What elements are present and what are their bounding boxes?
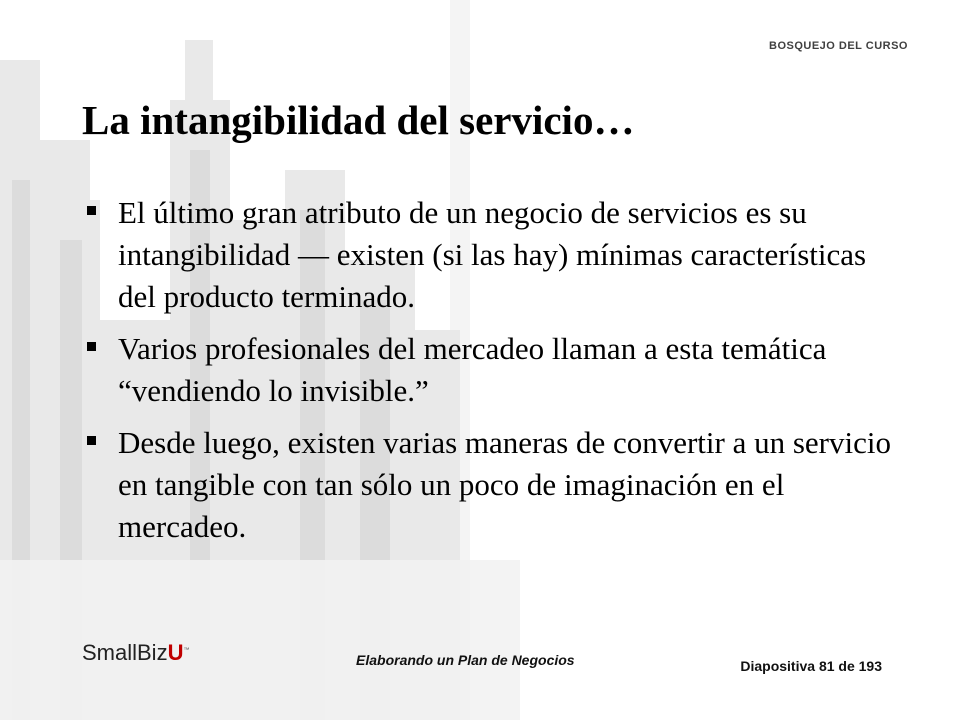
footer-course-title: Elaborando un Plan de Negocios [356,652,575,668]
course-outline-label: BOSQUEJO DEL CURSO [769,40,908,52]
bullet-text: Desde luego, existen varias maneras de convertir a un servicio en tangible con tan sólo un poco de imaginación en el mercadeo. [118,425,891,544]
bullet-item [82,328,902,412]
bullet-item [82,192,902,318]
bullet-text: El último gran atributo de un negocio de servicios es su intangibilidad — existen (si las hay) mínimas características del producto terminado. [118,195,867,314]
logo-main-text: SmallBiz [82,640,168,665]
logo-trademark: ™ [183,647,190,654]
bullet-text: Varios profesionales del mercadeo llaman a esta temática “vendiendo lo invisible.” [118,331,827,408]
slide-title: La intangibilidad del servicio… [82,97,635,143]
logo-accent-text: U [167,640,184,665]
square-bullet-icon [87,206,96,215]
square-bullet-icon [87,342,96,351]
bullet-list [82,192,902,558]
slide-counter: Diapositiva 81 de 193 [740,658,882,674]
bullet-item [82,422,902,548]
square-bullet-icon [87,436,96,445]
smallbizu-logo [82,640,189,666]
